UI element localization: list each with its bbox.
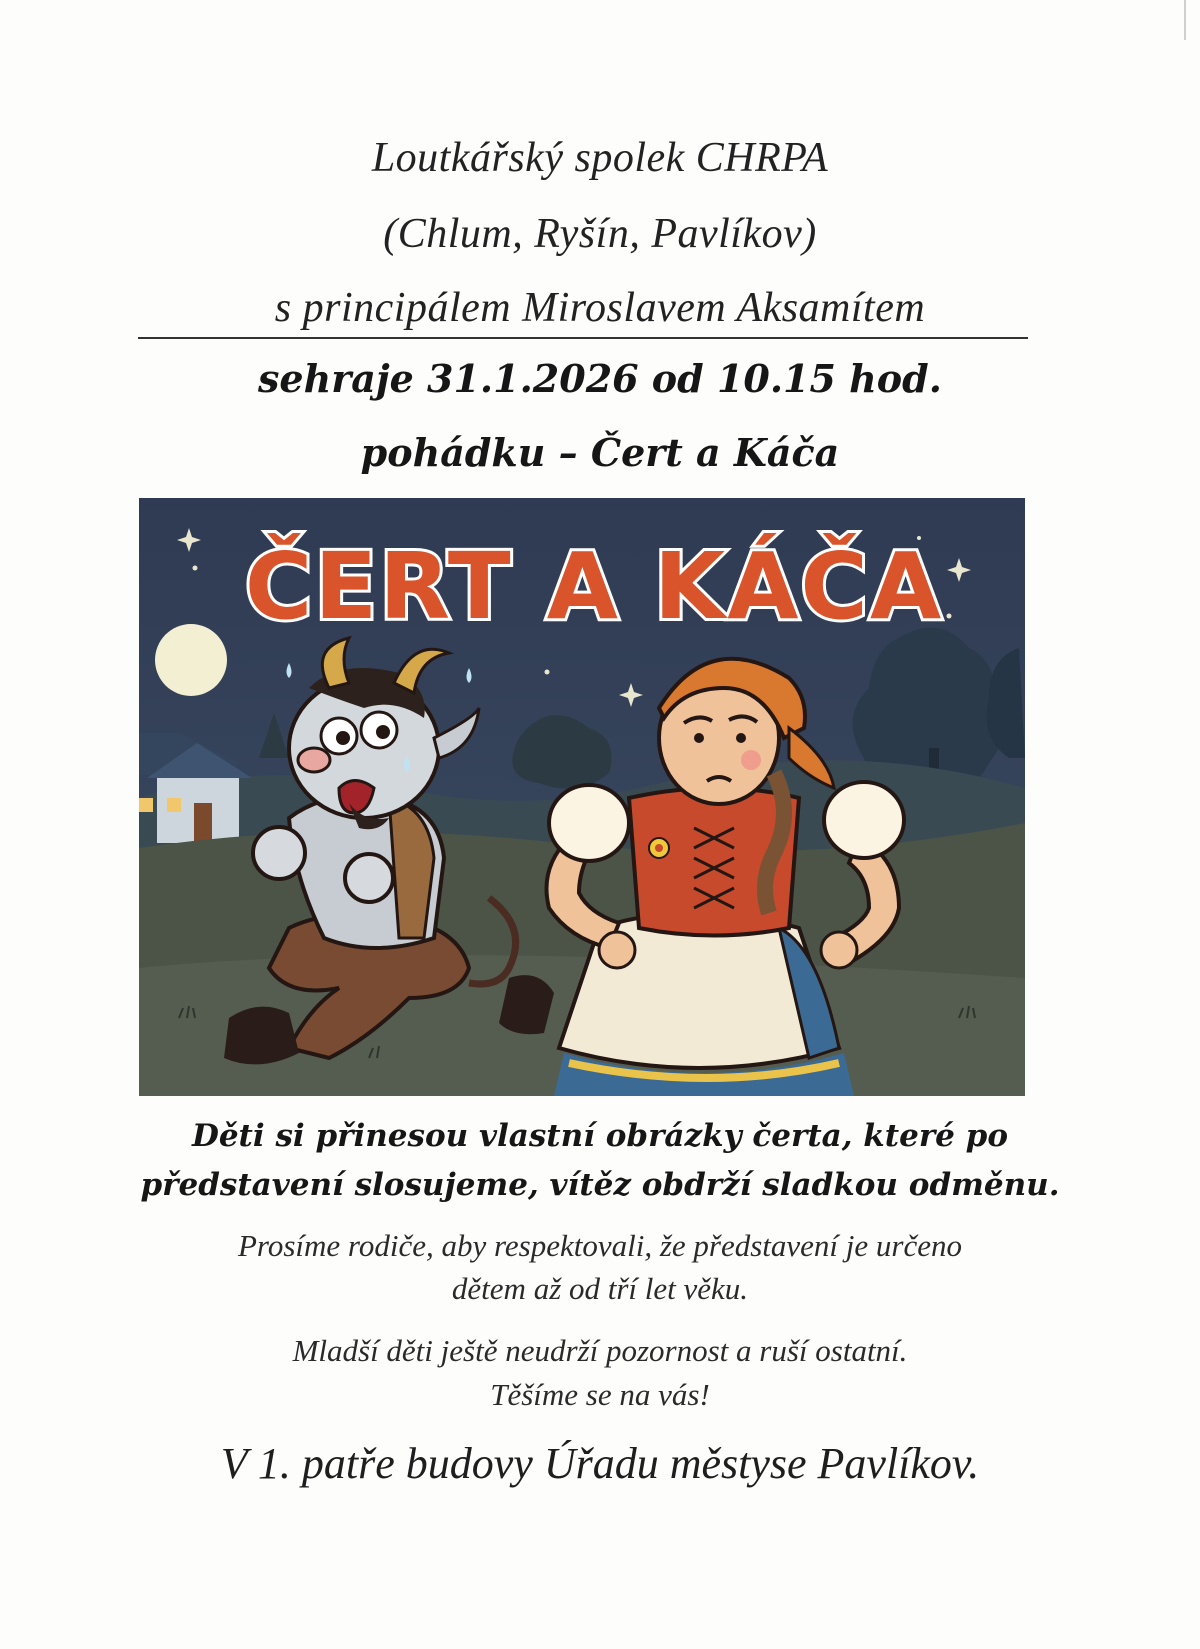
- moon-icon: [155, 624, 227, 696]
- event-date: sehraje 31.1.2026 od 10.15 hod.: [258, 356, 942, 401]
- venue-location: V 1. patře budovy Úřadu městyse Pavlíkov.: [220, 1439, 980, 1488]
- notice-line-2: představení slosujeme, vítěz obdrží sladkou odměnu.: [140, 1167, 1060, 1203]
- organizer-villages: (Chlum, Ryšín, Pavlíkov): [383, 211, 817, 257]
- younger-notice-line: Mladší děti ještě neudrží pozornost a ruší ostatní.: [292, 1333, 908, 1368]
- age-notice-line-1: Prosíme rodiče, aby respektovali, že představení je určeno: [238, 1228, 962, 1263]
- poster-illustration: [139, 498, 1025, 1096]
- poster-title: ČERT A KÁČA: [244, 533, 944, 640]
- notice-line-1: Děti si přinesou vlastní obrázky čerta, které po: [191, 1118, 1009, 1154]
- age-notice-line-2: dětem až od tří let věku.: [451, 1271, 749, 1306]
- event-title: pohádku – Čert a Káča: [360, 430, 840, 475]
- organizer-name: Loutkářský spolek CHRPA: [371, 135, 829, 181]
- scan-edge: [1184, 0, 1186, 40]
- welcome-line: Těšíme se na vás!: [490, 1377, 710, 1412]
- organizer-principal: s principálem Miroslavem Aksamítem: [274, 285, 926, 331]
- divider-line: [138, 337, 1028, 339]
